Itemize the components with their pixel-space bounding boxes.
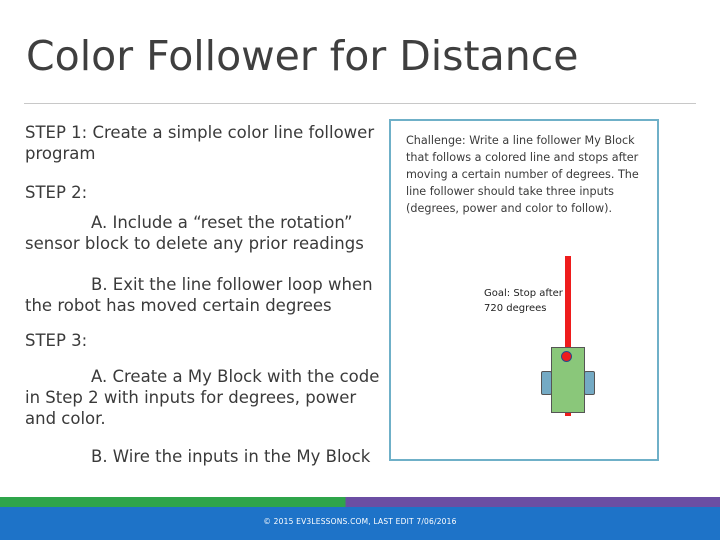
step-3-heading: STEP 3: xyxy=(25,331,88,350)
bottom-accent-bar xyxy=(0,497,720,507)
challenge-panel xyxy=(389,119,659,461)
goal-label: Goal: Stop after 720 degrees xyxy=(484,288,563,314)
step-3b-text: B. Wire the inputs in the My Block xyxy=(91,447,371,466)
step-3a-text: A. Create a My Block with the code in Step 2 with inputs for degrees, power and color. xyxy=(25,367,380,428)
robot-right-wheel xyxy=(584,371,595,395)
slide-title: Color Follower for Distance xyxy=(26,32,579,80)
footer-copyright: © 2015 EV3LESSONS.COM, LAST EDIT 7/06/2016 xyxy=(263,517,457,526)
step-2a-text: A. Include a “reset the rotation” sensor block to delete any prior readings xyxy=(25,213,364,253)
step-1-text: STEP 1: Create a simple color line follower program xyxy=(25,123,375,163)
challenge-text: Challenge: Write a line follower My Block that follows a colored line and stops after moving a certain number of degrees. The line follower should take three inputs (degrees, power and color to follow). xyxy=(406,134,639,215)
color-sensor-dot xyxy=(561,351,572,362)
title-divider xyxy=(24,103,696,104)
step-2b-text: B. Exit the line follower loop when the robot has moved certain degrees xyxy=(25,275,373,315)
step-2-heading: STEP 2: xyxy=(25,183,88,202)
footer-bar xyxy=(0,507,720,540)
